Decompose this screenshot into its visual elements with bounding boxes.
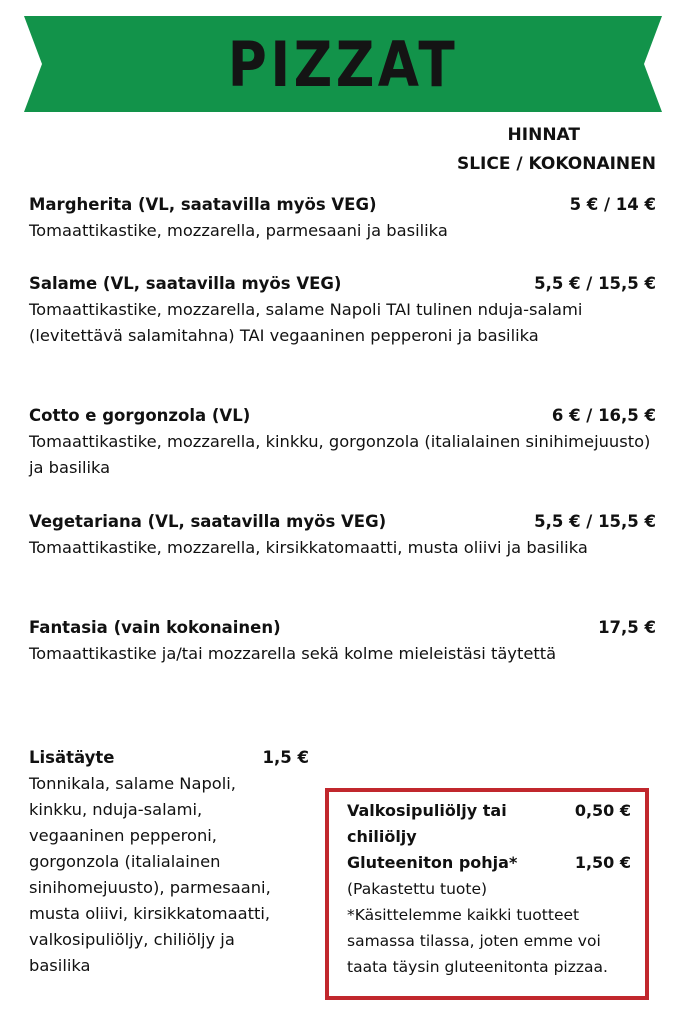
info-box: [325, 788, 649, 1000]
item-name: Salame (VL, saatavilla myös VEG): [29, 274, 342, 293]
item-name: Margherita (VL, saatavilla myös VEG): [29, 195, 377, 214]
price-header-line2: SLICE / KOKONAINEN: [456, 154, 656, 174]
item-price: 5 € / 14 €: [569, 195, 656, 214]
item-price: 5,5 € / 15,5 €: [534, 274, 656, 293]
item-name: Cotto e gorgonzola (VL): [29, 406, 251, 425]
item-name: Vegetariana (VL, saatavilla myös VEG): [29, 512, 387, 531]
extra-topping-name: Lisätäyte: [29, 748, 115, 767]
menu-item-margherita: [29, 192, 656, 244]
item-price: 17,5 €: [598, 618, 656, 637]
item-description: Tomaattikastike, mozzarella, kirsikkatomaatti, musta oliivi ja basilika: [29, 538, 588, 557]
item-description: Tomaattikastike, mozzarella, kinkku, gorgonzola (italialainen sinihimejuusto) ja basilika: [29, 432, 651, 477]
item-name: Fantasia (vain kokonainen): [29, 618, 281, 637]
oil-label: Valkosipuliöljy tai chiliöljy: [347, 801, 507, 846]
item-description: Tomaattikastike ja/tai mozzarella sekä kolme mieleistäsi täytettä: [29, 644, 557, 663]
item-price: 5,5 € / 15,5 €: [534, 512, 656, 531]
menu-item-vegetariana: [29, 509, 656, 561]
gluten-note: *Käsittelemme kaikki tuotteet samassa tilassa, joten emme voi taata täysin gluteenitonta pizzaa.: [347, 906, 608, 976]
item-description: Tomaattikastike, mozzarella, parmesaani ja basilika: [29, 221, 448, 240]
title-banner: [24, 16, 662, 112]
page-title: PIZZAT: [227, 27, 459, 101]
price-header-line1: HINNAT: [507, 125, 580, 145]
oil-price: 0,50 €: [574, 801, 631, 820]
extra-topping-description: Tonnikala, salame Napoli, kinkku, nduja-salami, vegaaninen pepperoni, gorgonzola (italialainen sinihomejuusto), parmesaani, musta oliivi, kirsikkatomaatti, valkosipuliöljy, chiliöljy ja basilika: [29, 774, 271, 975]
menu-item-cotto-e-gorgonzola: [29, 403, 656, 481]
extra-topping-price: 1,5 €: [262, 748, 309, 767]
gluten-free-label: Gluteeniton pohja*: [347, 853, 518, 872]
gluten-free-price: 1,50 €: [574, 853, 631, 872]
frozen-note: (Pakastettu tuote): [347, 880, 488, 898]
item-price: 6 € / 16,5 €: [551, 406, 656, 425]
menu-item-salame: [29, 271, 656, 349]
item-description: Tomaattikastike, mozzarella, salame Napoli TAI tulinen nduja-salami (levitettävä salamitahna) TAI vegaaninen pepperoni ja basilika: [29, 300, 583, 345]
extra-topping: [29, 745, 319, 979]
menu-item-fantasia: [29, 615, 656, 667]
